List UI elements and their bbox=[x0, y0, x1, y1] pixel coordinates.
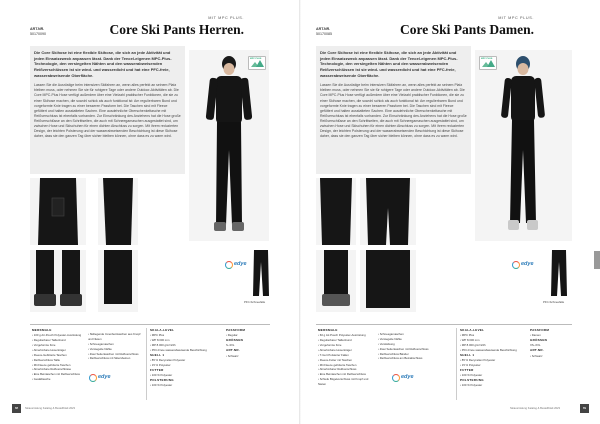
section-tab bbox=[594, 251, 600, 269]
edye-logo: edye bbox=[225, 260, 245, 271]
kicker: MIT MPC PLUS. bbox=[208, 16, 244, 20]
detail-photo-gaiter bbox=[98, 250, 138, 312]
body-text: Lassen Sie die Ausrüstige beim intensiven Skifahren an, wenn alles perfekt an seinem Platz bleiben muss, oder nehmen Sie sie für ruhigere Tage oder andere Outdoor-Aktivitäten ab. Die Core MPC-Plus Hose verfügt außerdem über eine Vielzahl praktischer Funktionen, die sie zu einer Skihose machen, die sowohl schick als auch funktional ist: Am regulierbaren Bund und vorgeformte Knie tragen zu einer besseren Passform bei. Die Taschen sind mit Fleece gefüttert und halten ausstatteten Sachen. Eine ausdehnliche Oberschenkeltasche mit Reißverschluss ist ebenfalls vorhanden. Zur Einschränkung des Anziehens hat die Hose große Reißverschlüsse an den Schrittseiten, die auch mit Schneegamaschen ausgestattet sind, um zwischen Hose und Skischuhen für einen dichten Abschluss zu sorgen. Mit ihrem reduzierten Design, der leichten Polsterung und der wasserabweisenden Beschichtung ist diese Skihose daher, dass sie den ganzen Tag über sicher bleiben können, ohne dass es zu warm wird. bbox=[34, 83, 181, 138]
detail-photo-boot bbox=[30, 250, 86, 312]
article-value: 50170090 bbox=[30, 31, 46, 36]
spec-col-features: MERKMALE • 60 g Air-Pouch Polyester-Ausrüstung • Regulierbarer Taillenbund • Vorgeformte Knie • Abnehmbare Hosenträger • T-Gurt Polsterter Fallen • Fleece-Futter mit Taschen • Mit Fleece gefütterte Taschen • Abnehmbarer Reißverschluss • Eine Beintaschen mit Reißverschluss • Schiefe Bügelverschluss mit Knopf und Nieten bbox=[318, 328, 374, 387]
description-panel bbox=[30, 46, 185, 174]
page-title: Core Ski Pants Herren. bbox=[109, 22, 244, 37]
right-page bbox=[300, 0, 600, 424]
body-text: Lassen Sie die Ausrüstige beim intensiven Skifahren an, wenn alles perfekt an seinem Platz bleiben muss, oder nehmen Sie sie für ruhigere Tage oder andere Outdoor-Aktivitäten ab. Die Core MPC-Plus Hose verfügt außerdem über eine Vielzahl praktischer Funktionen, die sie zu einer Skihose machen, die sowohl schick als auch funktional ist: Am regulierbaren Bund und vorgeformte Knie tragen zu einer besseren Passform bei. Die Taschen sind mit Fleece gefüttert und halten ausstatteten Sachen. Eine ausdehnliche Oberschenkeltasche mit Reißverschluss ist ebenfalls vorhanden. Zur Einschränkung des Anziehens hat die Hose große Reißverschlüsse an den Schrittseiten, die auch mit Schneegamaschen ausgestattet sind, um zwischen Hose und Skischuhen für einen dichten Abschluss zu sorgen. Mit ihrem reduzierten Design, der leichten Polsterung und der wasserabweisenden Beschichtung ist diese Skihose daher, dass sie den ganzen Tag über sicher bleiben können, ohne dass es zu warm wird. bbox=[320, 83, 467, 138]
intro-text: Die Core Skihose ist eine flexible Skihose, die sich an jede Aktivität und jeden Einsatzzweck anpassen lässt. Dank der Tencel-eigenen MPC-Plus-Technologie, den versiegelten Nähten und den wasserabweisenden Reißverschlüssen ist sie wind- und wasserdicht und hat eine PFC-freie, wasserabweisende Oberfläche. bbox=[320, 50, 458, 78]
article-label: ART.NR. bbox=[316, 27, 331, 31]
spec-col-fit: PASSFORM • Regular GRÖSSEN S–3XL ART.NR. • Schwarz bbox=[226, 328, 270, 358]
detail-photo-boot bbox=[316, 250, 356, 312]
spec-col-features-2: • Skiliegende Innenbeintaschen aus Knopf und Nieten • Schneegamaschen • Versiegelte Nähte • Zwei Seitentaschen mit Reißverschluss • Reißverschluss mit Skiersbeinen bbox=[88, 332, 144, 361]
book-spine bbox=[299, 0, 301, 424]
detail-photo-pocket bbox=[316, 178, 356, 245]
product-thumbnail bbox=[250, 250, 272, 298]
product-caption: PFC-Schneefalle bbox=[244, 300, 266, 304]
edye-logo-small: edye bbox=[89, 373, 109, 384]
page-title: Core Ski Pants Damen. bbox=[399, 22, 534, 37]
model-photo-main bbox=[475, 50, 572, 241]
model-photo-main bbox=[189, 50, 269, 241]
footer-text: Skiausrüstung Katalog & Bestellblatt 2023 bbox=[510, 407, 561, 410]
edye-logo-small: edye bbox=[392, 373, 412, 384]
female-model-illustration bbox=[475, 50, 572, 241]
detail-photo-gaiter bbox=[360, 250, 416, 312]
spec-col-features-2: • Schneegamaschen • Versiegelte Nähte • Verstärkung • Zwei Seitentaschen mit Reißverschluss • Reißverschluss Bänder • Reißverschluss am Beinabschluss bbox=[378, 332, 438, 361]
footer-text: Skiausrüstung Katalog & Bestellblatt 2023 bbox=[25, 407, 76, 410]
page-number: 89 bbox=[580, 404, 589, 413]
mpc-plus-badge: MPC PLUS bbox=[248, 56, 266, 70]
article-label: ART.NR. bbox=[30, 27, 45, 31]
spec-col-features: MERKMALE • 100 g Air-Pouch Polyester-Ausrüstung • Regulierbarer Taillenbund • Vorgeformte Knie • Abnehmbare Hosenträger • Fleece-Gefütterte Taschen • Reißverschluss Taille • Mit Fleece gefütterte Taschen • Abnehmbare Reißverschlüsse • Eine Beintaschen mit Reißverschluss • Gesäßtasche bbox=[32, 328, 84, 382]
article-number bbox=[30, 27, 46, 37]
detail-photo-leg bbox=[360, 178, 416, 245]
product-caption: PFC-Schneefalle bbox=[543, 300, 565, 304]
intro-text: Die Core Skihose ist eine flexible Skihose, die sich an jede Aktivität und jeden Einsatzzweck anpassen lässt. Dank der Tencel-eigenen MPC-Plus-Technologie, den versiegelten Nähten und den wasserabweisenden Reißverschlüssen ist sie wind- und wasserdicht und hat eine PFC-freie, wasserabweisende Oberfläche. bbox=[34, 50, 172, 78]
divider bbox=[316, 324, 572, 325]
description-panel bbox=[316, 46, 471, 174]
kicker: MIT MPC PLUS. bbox=[498, 16, 534, 20]
mpc-plus-badge: MPC PLUS bbox=[479, 56, 497, 70]
male-model-illustration bbox=[189, 50, 269, 241]
detail-photo-pocket bbox=[30, 178, 86, 245]
divider bbox=[30, 324, 270, 325]
article-number bbox=[316, 27, 332, 37]
spec-col-tech: SKALA-LEVEL • MPC Plus • WP 8.000 mm • MP 8.000 g/m²/24h • PFC-Freie wasserabweisende Beschichtung SHELL 1 • 85 % Recycelten Polyester • 15 % Polyester FUTTER • 100 % Polyester POLSTERUNG • 100 % Polyester bbox=[460, 328, 526, 388]
product-thumbnail bbox=[548, 250, 570, 298]
edye-logo: edye bbox=[512, 260, 532, 271]
page-number: 88 bbox=[12, 404, 21, 413]
spec-col-tech: SKALA-LEVEL • MPC Plus • WP 8.000 mm • MP 8.000 g/m²/24h • PFC-Freie wasserabweisende Beschichtung SHELL 1 • 85 % Recycelten Polyester • 15 % Polyester FUTTER • 100 % Polyester POLSTERUNG • 100 % Polyester bbox=[150, 328, 218, 388]
detail-photo-leg bbox=[98, 178, 138, 245]
article-value: 50170085 bbox=[316, 31, 332, 36]
spec-col-fit: PASSFORM • Damen GRÖSSEN XS–XXL ART.NR. • Schwarz bbox=[530, 328, 574, 358]
